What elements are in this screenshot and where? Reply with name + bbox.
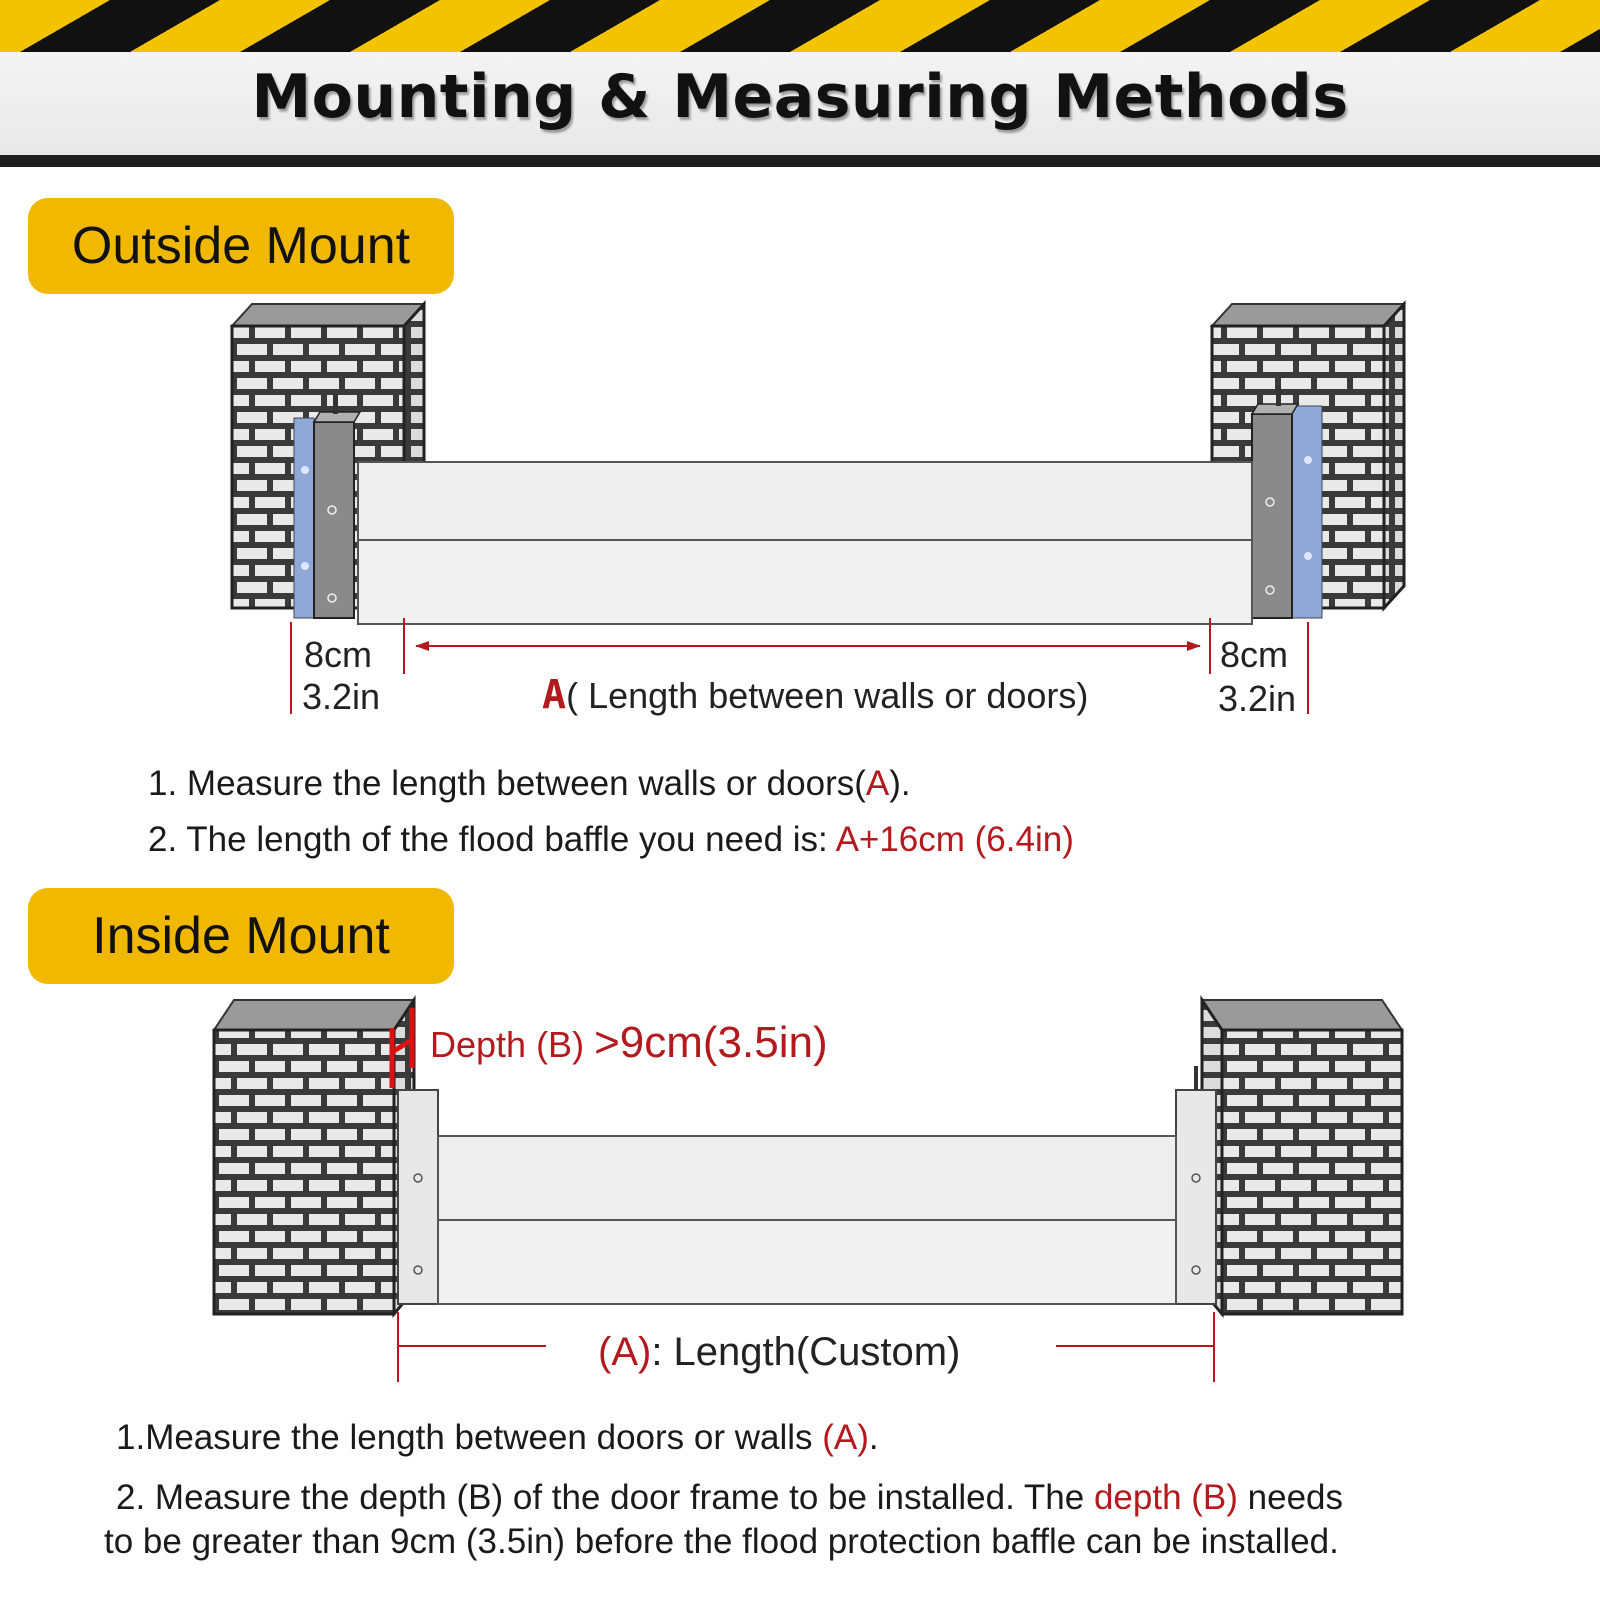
left-blue-frame <box>294 418 314 618</box>
flood-baffle-panels <box>358 462 1252 624</box>
outside-step-1: 1. Measure the length between walls or doors(A). <box>148 764 911 803</box>
right-gap-in: 3.2in <box>1218 678 1297 719</box>
right-gap-cm: 8cm <box>1220 634 1289 675</box>
outside-mount-diagram <box>0 290 1600 730</box>
depth-b-label: Depth (B) >9cm(3.5in) <box>430 1018 828 1067</box>
right-dark-post <box>1252 386 1298 618</box>
title-rule <box>0 155 1600 167</box>
inside-left-post <box>398 1090 438 1304</box>
inside-left-brick-pillar <box>214 1000 414 1314</box>
depth-b-value: >9cm(3.5in) <box>594 1018 828 1067</box>
inside-mount-tag: Inside Mount <box>28 888 454 984</box>
outside-mount-tag: Outside Mount <box>28 198 454 294</box>
right-blue-frame <box>1292 406 1322 618</box>
inside-right-post <box>1176 1066 1216 1304</box>
inside-right-brick-pillar <box>1202 1000 1402 1314</box>
outside-step-2: 2. The length of the flood baffle you need is: A+16cm (6.4in) <box>148 820 1074 859</box>
inside-step-2: 2. Measure the depth (B) of the door frame to be installed. The depth (B) needs to be greater than 9cm (3.5in) before the flood protection baffle can be installed. <box>104 1478 1344 1561</box>
left-gap-in: 3.2in <box>302 676 381 717</box>
left-gap-cm: 8cm <box>304 634 373 675</box>
hazard-stripe-band <box>0 0 1600 52</box>
inside-length-label: (A): Length(Custom) <box>598 1330 961 1374</box>
length-a-label <box>542 672 1088 718</box>
inside-step-1: 1.Measure the length between doors or walls (A). <box>116 1418 879 1457</box>
length-a-text: ( Length between walls or doors) <box>566 675 1089 716</box>
inside-flood-baffle-panels <box>438 1136 1176 1304</box>
left-dark-post <box>314 394 360 618</box>
length-a-letter: A <box>542 672 567 718</box>
page-title: Mounting & Measuring Methods <box>251 62 1349 132</box>
